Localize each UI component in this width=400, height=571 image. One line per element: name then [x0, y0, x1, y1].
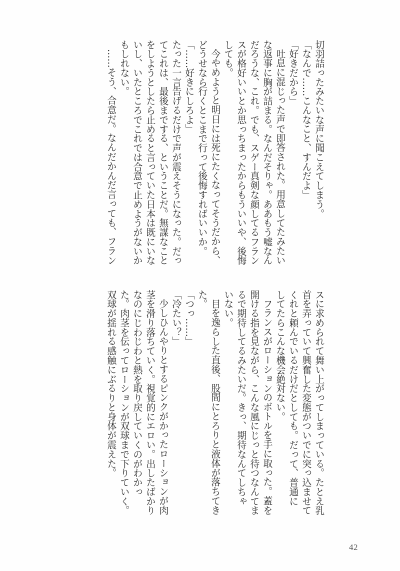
text-column: 「つっ……」: [183, 290, 194, 347]
text-column: 首を弄っていて興奮した変態がついでに突っ込ませて: [300, 290, 311, 516]
text-column: たった一言告げるだけで声が震えそうになった。だっ: [170, 40, 181, 266]
text-column: ……そう、合意だ。なんだかんだ言っても、フラン: [105, 49, 116, 266]
text-column: フランスがローションのボトルを手に取った。蓋を: [261, 299, 272, 516]
text-column: してたらこんな機会絶対ない。: [274, 290, 285, 422]
text-column: スが格好いいとか思っちまったからもういいや、後悔: [235, 40, 246, 266]
text-column: な返事に胸が詰まる。なんだそりゃ。ああもう嘘なん: [261, 40, 272, 266]
text-column: なのにじわじわと熱を取り戻していくのがわかっ: [131, 290, 142, 497]
text-column: 切羽詰ったみたいな声に聞こえてしまう。: [313, 40, 324, 219]
text-column: 「……好きにしろよ」: [183, 40, 194, 134]
text-column: 開ける指を見ながら、こんな風にじっと待つなんてま: [248, 290, 259, 516]
text-column: どうせなら行くとこまで行って後悔すればいいか。: [196, 40, 207, 256]
upper-text-block: [104, 40, 325, 266]
page-number: 42: [349, 542, 359, 552]
text-column: だろうな、これ。でも、スゲー真剣な顔してるフラン: [248, 40, 259, 266]
text-column: 目を逸らした直後、股間にとろりと液体が落ちてき: [209, 299, 220, 516]
text-column: るで期待してるみたいだ。きっ、期待なんてしちゃ: [235, 290, 246, 506]
text-column: もしれない。: [118, 40, 129, 97]
text-column: いし、いたところでこれでは合意で止めようがないか: [131, 40, 142, 266]
text-column: スに求められて舞い上がってしまっている。たとえ乳: [313, 290, 324, 516]
text-column: 「冷たい？」: [170, 290, 181, 347]
text-column: くれと頼んでいるだけだとしても。だって、普通に: [287, 290, 298, 506]
text-column: 吐息に混じった声で即答された。用意してたみたい: [274, 49, 285, 266]
text-column: 少しひんやりとするピンクがかったローションが肉: [157, 299, 168, 516]
text-column: しても。: [222, 40, 233, 78]
text-column: 「なんで……こんなこと、すんだよ」: [300, 40, 311, 200]
text-column: 茎を滑り落ちていく。視覚的にエロい。出したばかり: [144, 290, 155, 516]
text-column: てこれは、最後までする、ということだ。無謀なこと: [157, 40, 168, 266]
text-column: 今やめようと明日には死にたくなってそうだから、: [209, 49, 220, 266]
text-column: た。肉茎を伝ってローションが双球まで下りていく。: [118, 290, 129, 516]
text-column: をしようとしたら止めると言っていた日本は既にいな: [144, 40, 155, 266]
text-column: 双球が揺れる感触にぶるりと身体が震えた。: [105, 290, 116, 478]
text-column: た。: [196, 290, 207, 309]
text-column: 「好きだから」: [287, 40, 298, 106]
lower-text-block: [104, 290, 325, 516]
text-column: いない。: [222, 290, 233, 328]
